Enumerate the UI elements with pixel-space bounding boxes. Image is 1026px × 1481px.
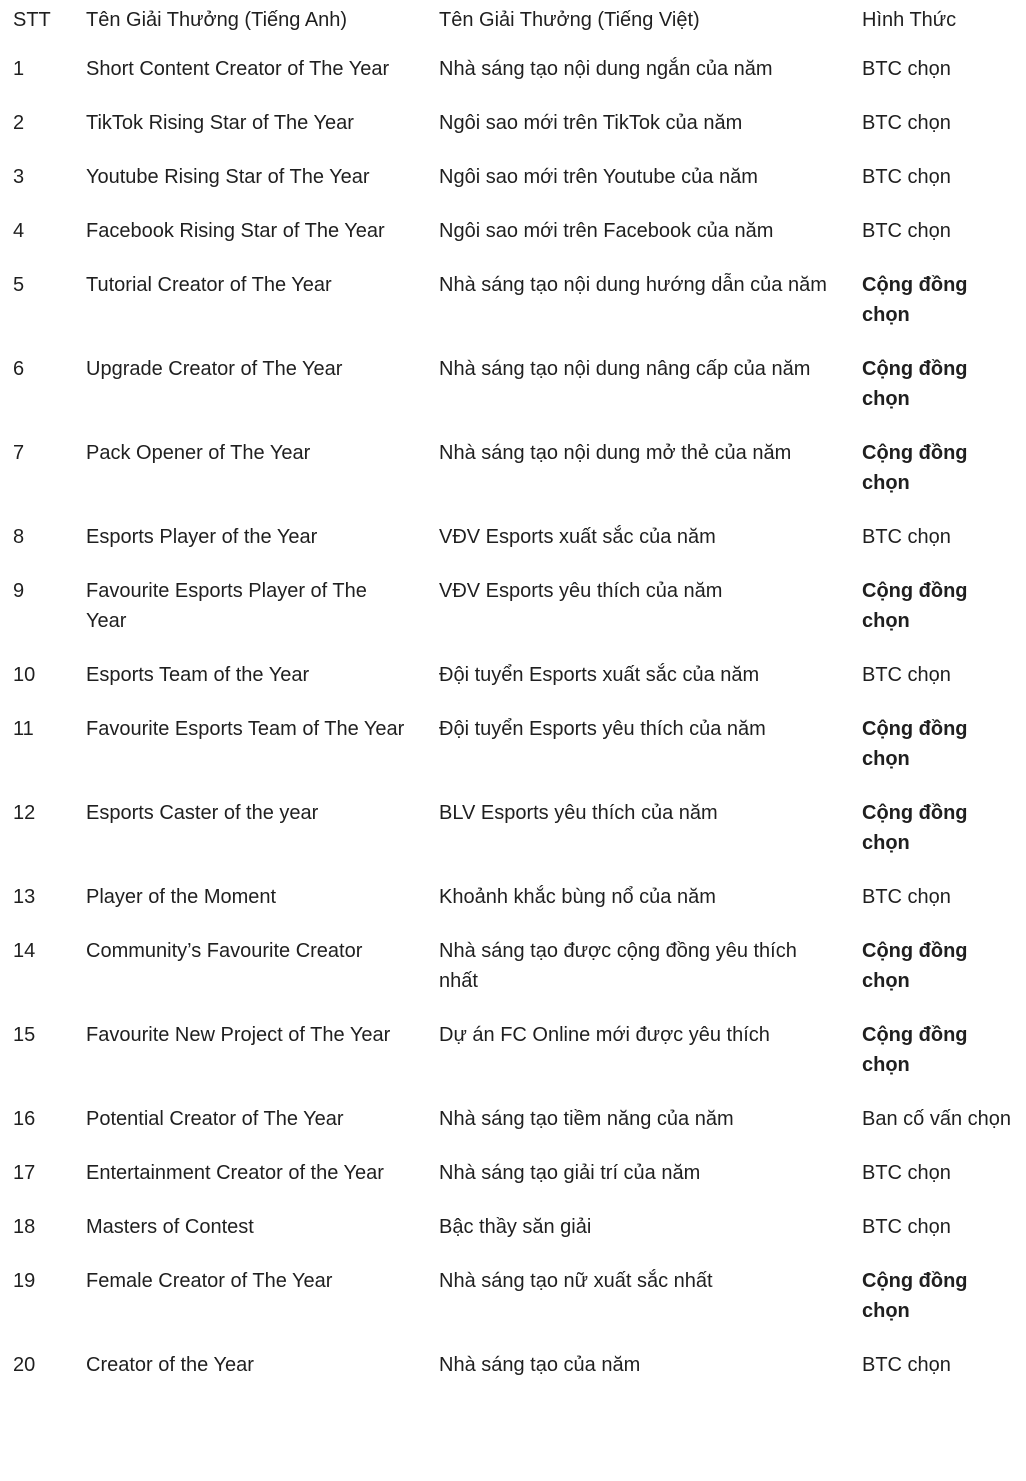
cell-form: BTC chọn	[862, 664, 951, 686]
cell-name-vi: Nhà sáng tạo nội dung hướng dẫn của năm	[439, 274, 827, 296]
cell-name-en: Tutorial Creator of The Year	[86, 274, 332, 296]
table-row	[0, 936, 1026, 1020]
cell-form: BTC chọn	[862, 220, 951, 242]
cell-name-vi: Nhà sáng tạo nội dung mở thẻ của năm	[439, 442, 792, 464]
header-stt: STT	[13, 9, 51, 31]
cell-stt: 8	[13, 526, 25, 548]
cell-name-en: Facebook Rising Star of The Year	[86, 220, 385, 242]
cell-name-vi: Nhà sáng tạo nội dung nâng cấp của năm	[439, 358, 811, 380]
cell-form: Cộng đồng chọn	[862, 580, 968, 632]
cell-stt: 1	[13, 58, 25, 80]
cell-form: Cộng đồng chọn	[862, 1024, 968, 1076]
table-body	[0, 54, 1026, 1404]
cell-name-vi: Nhà sáng tạo nội dung ngắn của năm	[439, 58, 773, 80]
header-form: Hình Thức	[862, 9, 957, 31]
table-row	[0, 714, 1026, 798]
cell-form: Cộng đồng chọn	[862, 940, 968, 992]
cell-name-vi: Đội tuyển Esports yêu thích của năm	[439, 718, 766, 740]
cell-name-en: Female Creator of The Year	[86, 1270, 333, 1292]
cell-name-vi: Ngôi sao mới trên Facebook của năm	[439, 220, 774, 242]
table-row	[0, 882, 1026, 936]
cell-name-en: Entertainment Creator of the Year	[86, 1162, 384, 1184]
table-header	[0, 0, 1026, 54]
cell-name-en: Favourite Esports Player of The Year	[86, 580, 367, 632]
cell-stt: 18	[13, 1216, 36, 1238]
cell-stt: 16	[13, 1108, 36, 1130]
cell-form: BTC chọn	[862, 166, 951, 188]
cell-name-vi: Dự án FC Online mới được yêu thích	[439, 1024, 770, 1046]
cell-name-vi: Ngôi sao mới trên TikTok của năm	[439, 112, 743, 134]
table-row	[0, 438, 1026, 522]
table-row	[0, 270, 1026, 354]
cell-stt: 10	[13, 664, 36, 686]
cell-stt: 2	[13, 112, 25, 134]
cell-stt: 19	[13, 1270, 36, 1292]
cell-stt: 5	[13, 274, 25, 296]
cell-stt: 4	[13, 220, 25, 242]
cell-name-en: Esports Player of the Year	[86, 526, 318, 548]
cell-name-vi: VĐV Esports xuất sắc của năm	[439, 526, 716, 548]
table-row	[0, 660, 1026, 714]
cell-name-en: Pack Opener of The Year	[86, 442, 311, 464]
cell-name-vi: Nhà sáng tạo tiềm năng của năm	[439, 1108, 734, 1130]
header-name-vi: Tên Giải Thưởng (Tiếng Việt)	[439, 9, 700, 31]
cell-stt: 9	[13, 580, 25, 602]
cell-stt: 20	[13, 1354, 36, 1376]
cell-stt: 6	[13, 358, 25, 380]
header-row	[0, 0, 1026, 54]
table-row	[0, 1020, 1026, 1104]
cell-name-vi: Nhà sáng tạo nữ xuất sắc nhất	[439, 1270, 713, 1292]
table-row	[0, 1266, 1026, 1350]
table-row	[0, 1158, 1026, 1212]
cell-name-en: TikTok Rising Star of The Year	[86, 112, 354, 134]
table-row	[0, 54, 1026, 108]
table-row	[0, 1104, 1026, 1158]
cell-form: BTC chọn	[862, 526, 951, 548]
table-row	[0, 798, 1026, 882]
cell-name-vi: VĐV Esports yêu thích của năm	[439, 580, 723, 602]
cell-form: BTC chọn	[862, 886, 951, 908]
cell-name-vi: Đội tuyển Esports xuất sắc của năm	[439, 664, 760, 686]
cell-form: BTC chọn	[862, 1216, 951, 1238]
cell-form: BTC chọn	[862, 58, 951, 80]
cell-name-en: Esports Caster of the year	[86, 802, 319, 824]
cell-form: BTC chọn	[862, 112, 951, 134]
table-row	[0, 522, 1026, 576]
cell-stt: 3	[13, 166, 25, 188]
cell-stt: 17	[13, 1162, 36, 1184]
cell-name-vi: Khoảnh khắc bùng nổ của năm	[439, 886, 716, 908]
table-row	[0, 108, 1026, 162]
cell-form: Cộng đồng chọn	[862, 274, 968, 326]
cell-stt: 11	[13, 718, 34, 740]
table-row	[0, 1212, 1026, 1266]
cell-form: Cộng đồng chọn	[862, 802, 968, 854]
table-row	[0, 354, 1026, 438]
cell-name-vi: Nhà sáng tạo của năm	[439, 1354, 641, 1376]
cell-name-en: Esports Team of the Year	[86, 664, 310, 686]
cell-name-en: Youtube Rising Star of The Year	[86, 166, 370, 188]
cell-form: Cộng đồng chọn	[862, 1270, 968, 1322]
cell-name-en: Player of the Moment	[86, 886, 277, 908]
cell-name-en: Creator of the Year	[86, 1354, 254, 1376]
cell-form: Cộng đồng chọn	[862, 718, 968, 770]
table-row	[0, 162, 1026, 216]
cell-stt: 7	[13, 442, 25, 464]
cell-name-en: Favourite New Project of The Year	[86, 1024, 391, 1046]
cell-name-vi: Nhà sáng tạo giải trí của năm	[439, 1162, 701, 1184]
cell-stt: 12	[13, 802, 36, 824]
cell-name-en: Community’s Favourite Creator	[86, 940, 363, 962]
cell-name-en: Potential Creator of The Year	[86, 1108, 344, 1130]
cell-stt: 14	[13, 940, 36, 962]
cell-name-vi: Ngôi sao mới trên Youtube của năm	[439, 166, 758, 188]
cell-form: Ban cố vấn chọn	[862, 1108, 1011, 1130]
cell-name-en: Short Content Creator of The Year	[86, 58, 390, 80]
cell-form: Cộng đồng chọn	[862, 358, 968, 410]
cell-name-vi: BLV Esports yêu thích của năm	[439, 802, 718, 824]
table-row	[0, 1350, 1026, 1404]
table-row	[0, 216, 1026, 270]
cell-name-vi: Bậc thầy săn giải	[439, 1216, 592, 1238]
cell-name-vi: Nhà sáng tạo được cộng đồng yêu thích nhất	[439, 940, 797, 992]
cell-form: Cộng đồng chọn	[862, 442, 968, 494]
cell-stt: 13	[13, 886, 36, 908]
cell-form: BTC chọn	[862, 1354, 951, 1376]
cell-form: BTC chọn	[862, 1162, 951, 1184]
cell-stt: 15	[13, 1024, 36, 1046]
cell-name-en: Masters of Contest	[86, 1216, 254, 1238]
cell-name-en: Upgrade Creator of The Year	[86, 358, 343, 380]
header-name-en: Tên Giải Thưởng (Tiếng Anh)	[86, 9, 348, 31]
table-row	[0, 576, 1026, 660]
cell-name-en: Favourite Esports Team of The Year	[86, 718, 405, 740]
